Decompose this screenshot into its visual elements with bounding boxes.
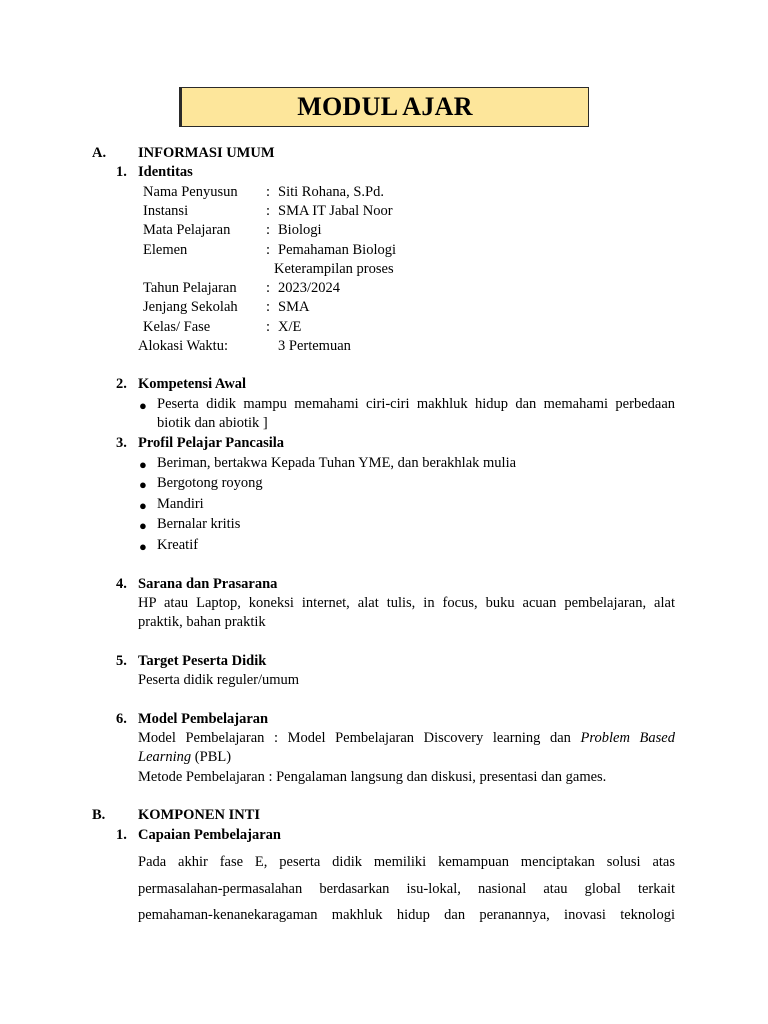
alokasi-label: Alokasi Waktu:: [138, 338, 228, 354]
section-a-letter: A.: [92, 145, 107, 161]
section-a-title: INFORMASI UMUM: [138, 145, 275, 161]
identitas-colon: :: [266, 203, 271, 219]
identitas-label: Tahun Pelajaran: [143, 280, 237, 296]
identitas-label: Nama Penyusun: [143, 184, 238, 200]
identitas-colon: :: [266, 222, 271, 238]
identitas-value: Siti Rohana, S.Pd.: [278, 184, 384, 200]
model-line: [138, 729, 675, 749]
model-line-cont: [138, 748, 231, 768]
bullet-icon: ●: [139, 498, 147, 513]
identitas-value: X/E: [278, 319, 302, 335]
bullet-icon: ●: [139, 518, 147, 533]
identitas-colon: :: [266, 280, 271, 296]
title-box: [179, 87, 589, 127]
identitas-value: SMA: [278, 299, 310, 315]
profil-item: Mandiri: [157, 496, 204, 512]
kompetensi-heading: Kompetensi Awal: [138, 376, 247, 392]
sarana-heading: Sarana dan Prasarana: [138, 576, 278, 592]
target-text: Peserta didik reguler/umum: [138, 672, 300, 688]
identitas-value: SMA IT Jabal Noor: [278, 203, 393, 219]
profil-number: 3.: [116, 435, 127, 451]
identitas-label: Kelas/ Fase: [143, 319, 211, 335]
kompetensi-number: 2.: [116, 376, 127, 392]
profil-heading: Profil Pelajar Pancasila: [138, 435, 285, 451]
sarana-number: 4.: [116, 576, 127, 592]
identitas-label: Jenjang Sekolah: [143, 299, 238, 315]
model-line-text: Model Pembelajaran : Model Pembelajaran Discovery learning dan: [138, 730, 571, 746]
model-heading: Model Pembelajaran: [138, 711, 269, 727]
model-line-text: (PBL): [191, 749, 232, 765]
identitas-colon: :: [266, 299, 271, 315]
identitas-colon: :: [266, 242, 271, 258]
profil-item: Bergotong royong: [157, 475, 263, 491]
bullet-icon: ●: [139, 477, 147, 492]
capaian-text: permasalahan-permasalahan berdasarkan isu-lokal, nasional atau global terkait: [138, 881, 675, 897]
sarana-text-cont: praktik, bahan praktik: [138, 614, 266, 630]
section-b-title: KOMPONEN INTI: [138, 807, 261, 823]
identitas-value: Pemahaman Biologi: [278, 242, 396, 258]
profil-item: Kreatif: [157, 537, 199, 553]
identitas-value: 2023/2024: [278, 280, 341, 296]
identitas-label: Elemen: [143, 242, 188, 258]
bullet-icon: ●: [139, 539, 147, 554]
alokasi-value: 3 Pertemuan: [278, 338, 351, 354]
bullet-icon: ●: [139, 457, 147, 472]
identitas-number: 1.: [116, 164, 127, 180]
page-title: MODUL AJAR: [297, 92, 473, 122]
model-line-italic: Problem Based: [580, 730, 675, 746]
identitas-label: Mata Pelajaran: [143, 222, 231, 238]
identitas-label: Instansi: [143, 203, 189, 219]
kompetensi-text-cont: biotik dan abiotik ]: [157, 415, 268, 431]
kompetensi-text: Peserta didik mampu memahami ciri-ciri makhluk hidup dan memahami perbedaan: [157, 396, 675, 412]
capaian-number: 1.: [116, 827, 127, 843]
identitas-value: Keterampilan proses: [274, 261, 394, 277]
identitas-colon: :: [266, 319, 271, 335]
section-b-letter: B.: [92, 807, 106, 823]
identitas-value: Biologi: [278, 222, 322, 238]
identitas-colon: :: [266, 184, 271, 200]
model-number: 6.: [116, 711, 127, 727]
capaian-text: pemahaman-kenanekaragaman makhluk hidup dan peranannya, inovasi teknologi: [138, 907, 675, 923]
metode-line: Metode Pembelajaran : Pengalaman langsung dan diskusi, presentasi dan games.: [138, 769, 607, 785]
sarana-text: HP atau Laptop, koneksi internet, alat tulis, in focus, buku acuan pembelajaran, alat: [138, 595, 675, 611]
capaian-heading: Capaian Pembelajaran: [138, 827, 281, 843]
identitas-heading: Identitas: [138, 164, 193, 180]
model-line-italic: Learning: [138, 749, 192, 765]
target-heading: Target Peserta Didik: [138, 653, 267, 669]
bullet-icon: ●: [139, 398, 147, 413]
target-number: 5.: [116, 653, 127, 669]
profil-item: Beriman, bertakwa Kepada Tuhan YME, dan berakhlak mulia: [157, 455, 517, 471]
capaian-text: Pada akhir fase E, peserta didik memiliki kemampuan menciptakan solusi atas: [138, 854, 675, 870]
profil-item: Bernalar kritis: [157, 516, 241, 532]
